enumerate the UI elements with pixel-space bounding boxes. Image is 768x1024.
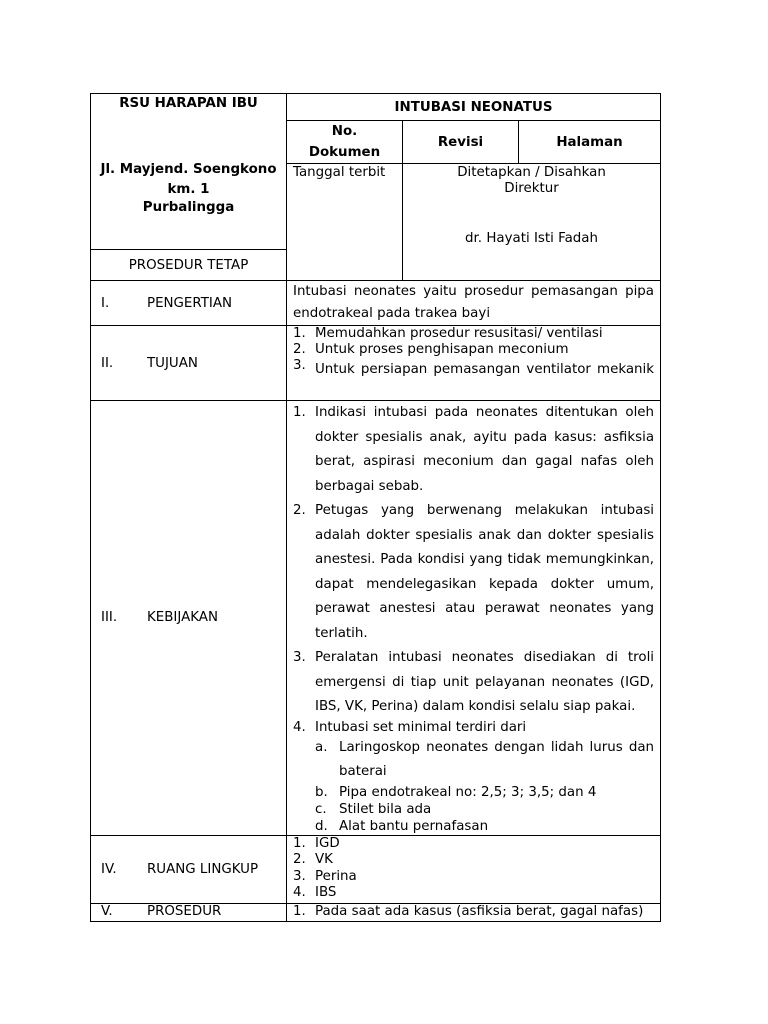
- list-number: 2.: [293, 852, 306, 867]
- hospital-address-line2: km. 1: [167, 182, 210, 197]
- ditetapkan-line2: Direktur: [504, 181, 559, 196]
- list-text: Indikasi intubasi pada neonates ditentukan oleh dokter spesialis anak, ayitu pada kasus: asfiksia berat, aspirasi meconium dan gagal nafas oleh berbagai sebab.: [315, 405, 655, 494]
- list-item: [293, 326, 654, 342]
- list-text: Pipa endotrakeal no: 2,5; 3; 3,5; dan 4: [339, 784, 597, 800]
- list-item: [315, 801, 654, 818]
- list-item: [293, 885, 654, 902]
- list-text: Perina: [315, 868, 357, 884]
- ditetapkan-cell: [403, 164, 661, 281]
- no-dokumen-heading-line2: Dokumen: [308, 145, 381, 160]
- hospital-name: RSU HARAPAN IBU: [119, 96, 258, 111]
- list-letter: d.: [315, 818, 328, 834]
- list-item: [293, 401, 654, 499]
- no-dokumen-heading-line1: No.: [331, 124, 358, 139]
- hospital-address-line3: Purbalingga: [142, 200, 235, 215]
- list-item: [293, 342, 654, 358]
- ruang-lingkup-label-cell: [91, 835, 287, 903]
- list-number: 4.: [293, 885, 306, 900]
- list-item: [293, 836, 654, 853]
- ruang-lingkup-list: [293, 836, 654, 902]
- list-letter: c.: [315, 801, 327, 817]
- list-text: Intubasi set minimal terdiri dari: [315, 719, 527, 735]
- kebijakan-title: KEBIJAKAN: [147, 610, 218, 626]
- list-letter: a.: [315, 739, 328, 755]
- kebijakan-label-cell: [91, 401, 287, 836]
- list-item: [293, 720, 654, 835]
- list-number: 2.: [293, 342, 306, 357]
- list-item: [315, 818, 654, 835]
- ruang-lingkup-number: IV.: [101, 861, 117, 877]
- list-item: [293, 852, 654, 869]
- tanggal-terbit-cell: [287, 164, 403, 281]
- list-text: Peralatan intubasi neonates disediakan di troli emergensi di tiap unit pelayanan neonates (IGD, IBS, VK, Perina) dalam kondisi selalu siap pakai.: [315, 650, 655, 714]
- list-text: Alat bantu pernafasan: [339, 818, 489, 834]
- list-item: [293, 646, 654, 720]
- kebijakan-list: [293, 401, 654, 835]
- pengertian-content: [287, 281, 661, 326]
- list-item: [315, 784, 654, 801]
- list-item: [293, 869, 654, 886]
- kebijakan-number: III.: [101, 610, 118, 626]
- prosedur-number: V.: [101, 903, 113, 919]
- list-item: [293, 358, 654, 382]
- tujuan-title: TUJUAN: [147, 355, 198, 371]
- list-text: IGD: [315, 835, 340, 851]
- list-number: 3.: [293, 358, 306, 373]
- list-text: VK: [315, 852, 333, 867]
- no-dokumen-heading: [287, 121, 403, 164]
- list-number: 1.: [293, 405, 306, 420]
- prosedur-tetap-label: PROSEDUR TETAP: [91, 250, 287, 281]
- list-text: Untuk persiapan pemasangan ventilator mekanik: [315, 362, 655, 377]
- list-text: Laringoskop neonates dengan lidah lurus dan baterai: [339, 739, 655, 779]
- list-text: IBS: [315, 885, 337, 900]
- prosedur-list: [293, 904, 654, 920]
- list-number: 4.: [293, 719, 306, 735]
- list-item: [293, 499, 654, 646]
- kebijakan-content: [287, 401, 661, 836]
- prosedur-content: [287, 903, 661, 921]
- intubasi-set-list: [315, 736, 654, 835]
- pengertian-number: I.: [101, 295, 110, 311]
- list-number: 1.: [293, 903, 306, 919]
- pengertian-text: Intubasi neonates yaitu prosedur pemasangan pipa endotrakeal pada trakea bayi: [293, 284, 655, 321]
- list-number: 2.: [293, 503, 306, 518]
- list-text: Stilet bila ada: [339, 801, 432, 817]
- document-title: INTUBASI NEONATUS: [287, 94, 661, 121]
- ruang-lingkup-title: RUANG LINGKUP: [147, 861, 259, 877]
- pengertian-label-cell: [91, 281, 287, 326]
- tujuan-content: [287, 326, 661, 401]
- list-letter: b.: [315, 784, 328, 800]
- revisi-heading: Revisi: [403, 121, 519, 164]
- list-number: 3.: [293, 868, 306, 884]
- list-text: Pada saat ada kasus (asfiksia berat, gagal nafas): [315, 903, 644, 919]
- list-text: Untuk proses penghisapan meconium: [315, 342, 569, 357]
- hospital-address-line1: Jl. Mayjend. Soengkono: [100, 162, 277, 177]
- tujuan-list: [293, 326, 654, 382]
- ditetapkan-line1: Ditetapkan / Disahkan: [457, 165, 606, 180]
- hospital-cell: [91, 94, 287, 250]
- halaman-heading: Halaman: [519, 121, 661, 164]
- signer-name: dr. Hayati Isti Fadah: [465, 231, 598, 246]
- tanggal-terbit-label: Tanggal terbit: [293, 165, 386, 180]
- ruang-lingkup-content: [287, 835, 661, 903]
- tujuan-label-cell: [91, 326, 287, 401]
- prosedur-label-cell: [91, 903, 287, 921]
- tujuan-number: II.: [101, 355, 114, 371]
- list-item: [315, 736, 654, 784]
- sop-table: [90, 93, 661, 922]
- list-number: 1.: [293, 835, 306, 851]
- list-number: 1.: [293, 326, 306, 341]
- prosedur-title: PROSEDUR: [147, 903, 222, 919]
- list-item: [293, 904, 654, 920]
- list-text: Memudahkan prosedur resusitasi/ ventilasi: [315, 326, 603, 341]
- list-number: 3.: [293, 650, 306, 665]
- pengertian-title: PENGERTIAN: [147, 295, 233, 311]
- list-text: Petugas yang berwenang melakukan intubasi adalah dokter spesialis anak dan dokter spesialis anestesi. Pada kondisi yang tidak memungkinkan, dapat mendelegasikan kepada dokter umum, perawat anestesi atau perawat neonates yang terlatih.: [315, 503, 655, 641]
